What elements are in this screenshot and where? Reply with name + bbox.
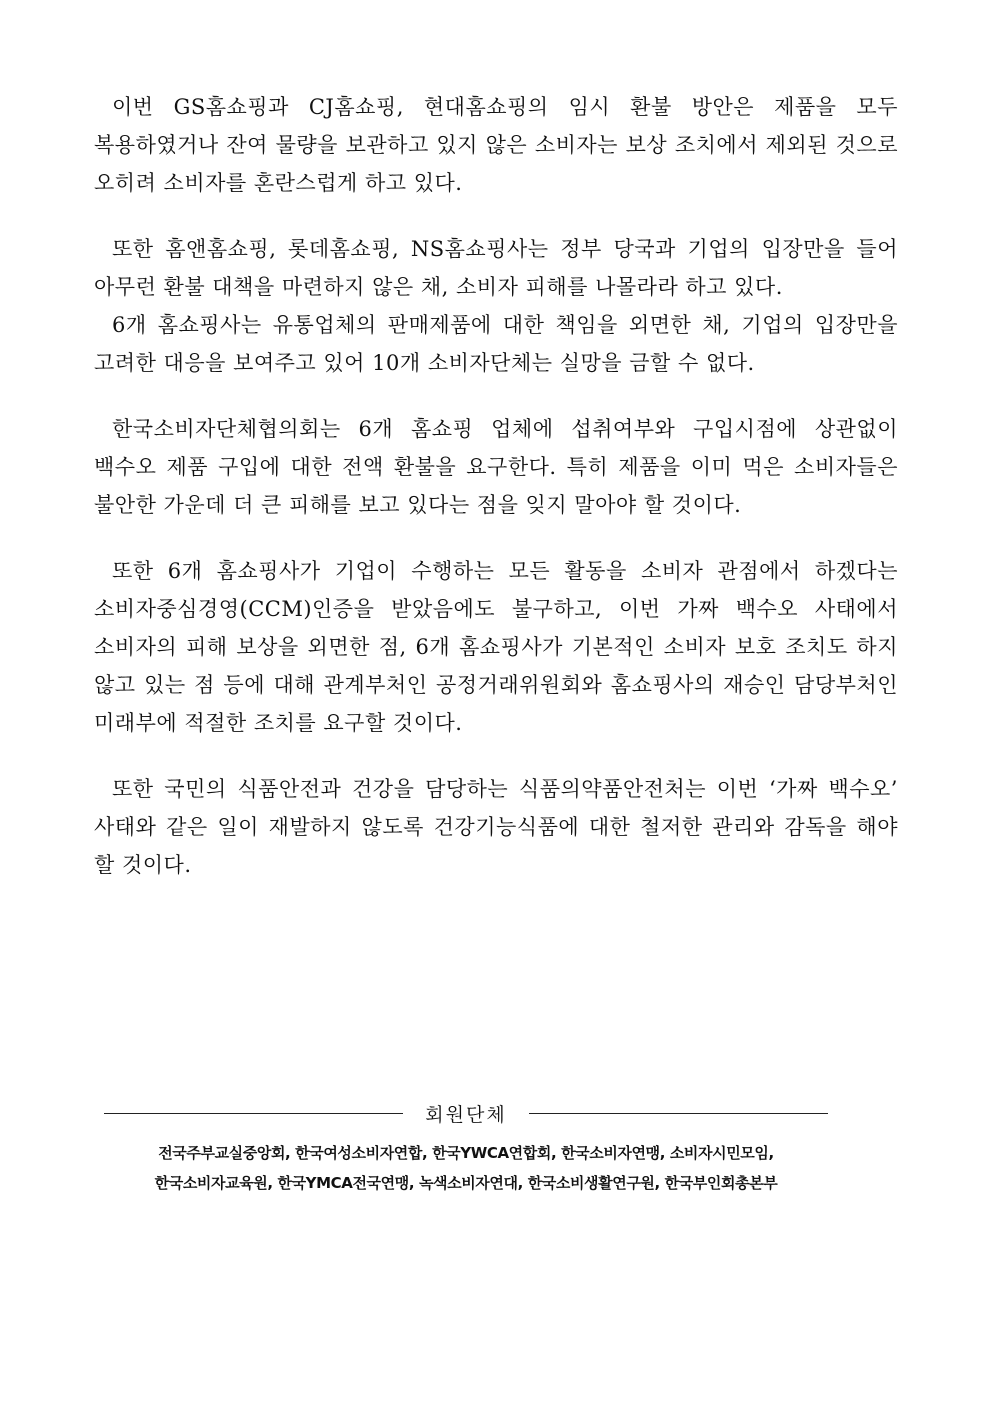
paragraph-ccm-certification: 또한 6개 홈쇼핑사가 기업이 수행하는 모든 활동을 소비자 관점에서 하겠다는 소비자중심경영(CCM)인증을 받았음에도 불구하고, 이번 가짜 백수오 사태에서 소비자의 피해 보상을 외면한 점, 6개 홈쇼핑사가 기본적인 소비자 보호 조치도 하지 않고 있는 점 등에 대해 관계부처인 공정거래위원회와 홈쇼핑사의 재승인 담당부처인 미래부에 적절한 조치를 요구할 것이다. [94,559,898,735]
statement-body [94,88,898,884]
paragraph-full-refund-demand: 한국소비자단체협의회는 6개 홈쇼핑 업체에 섭취여부와 구입시점에 상관없이 백수오 제품 구입에 대한 전액 환불을 요구한다. 특히 제품을 이미 먹은 소비자들은 불안한 가운데 더 큰 피해를 보고 있다는 점을 잊지 말아야 할 것이다. [94,417,898,517]
member-organizations [104,1098,828,1198]
paragraph-gap [94,382,898,410]
footer-heading [104,1098,828,1128]
paragraph-food-safety: 또한 국민의 식품안전과 건강을 담당하는 식품의약품안전처는 이번 ‘가짜 백수오’ 사태와 같은 일이 재발하지 않도록 건강기능식품에 대한 철저한 관리와 감독을 해야 할 것이다. [94,777,898,877]
divider-right [529,1113,828,1114]
paragraph-no-refund: 또한 홈앤홈쇼핑, 롯데홈쇼핑, NS홈쇼핑사는 정부 당국과 기업의 입장만을 들어 아무런 환불 대책을 마련하지 않은 채, 소비자 피해를 나몰라라 하고 있다. [94,237,898,299]
paragraph-gap [94,524,898,552]
member-list-line-1: 전국주부교실중앙회, 한국여성소비자연합, 한국YWCA연합회, 한국소비자연맹, 소비자시민모임, [158,1144,774,1162]
paragraph-gap [94,202,898,230]
paragraph-gap [94,742,898,770]
member-list-line-2: 한국소비자교육원, 한국YMCA전국연맹, 녹색소비자연대, 한국소비생활연구원, 한국부인회총본부 [154,1174,778,1192]
member-list [104,1138,828,1198]
paragraph-responsibility: 6개 홈쇼핑사는 유통업체의 판매제품에 대한 책임을 외면한 채, 기업의 입장만을 고려한 대응을 보여주고 있어 10개 소비자단체는 실망을 금할 수 없다. [94,313,898,375]
paragraph-temporary-refund: 이번 GS홈쇼핑과 CJ홈쇼핑, 현대홈쇼핑의 임시 환불 방안은 제품을 모두 복용하였거나 잔여 물량을 보관하고 있지 않은 소비자는 보상 조치에서 제외된 것으로 오히려 소비자를 혼란스럽게 하고 있다. [94,95,898,195]
divider-left [104,1113,403,1114]
footer-title: 회원단체 [425,1103,507,1126]
